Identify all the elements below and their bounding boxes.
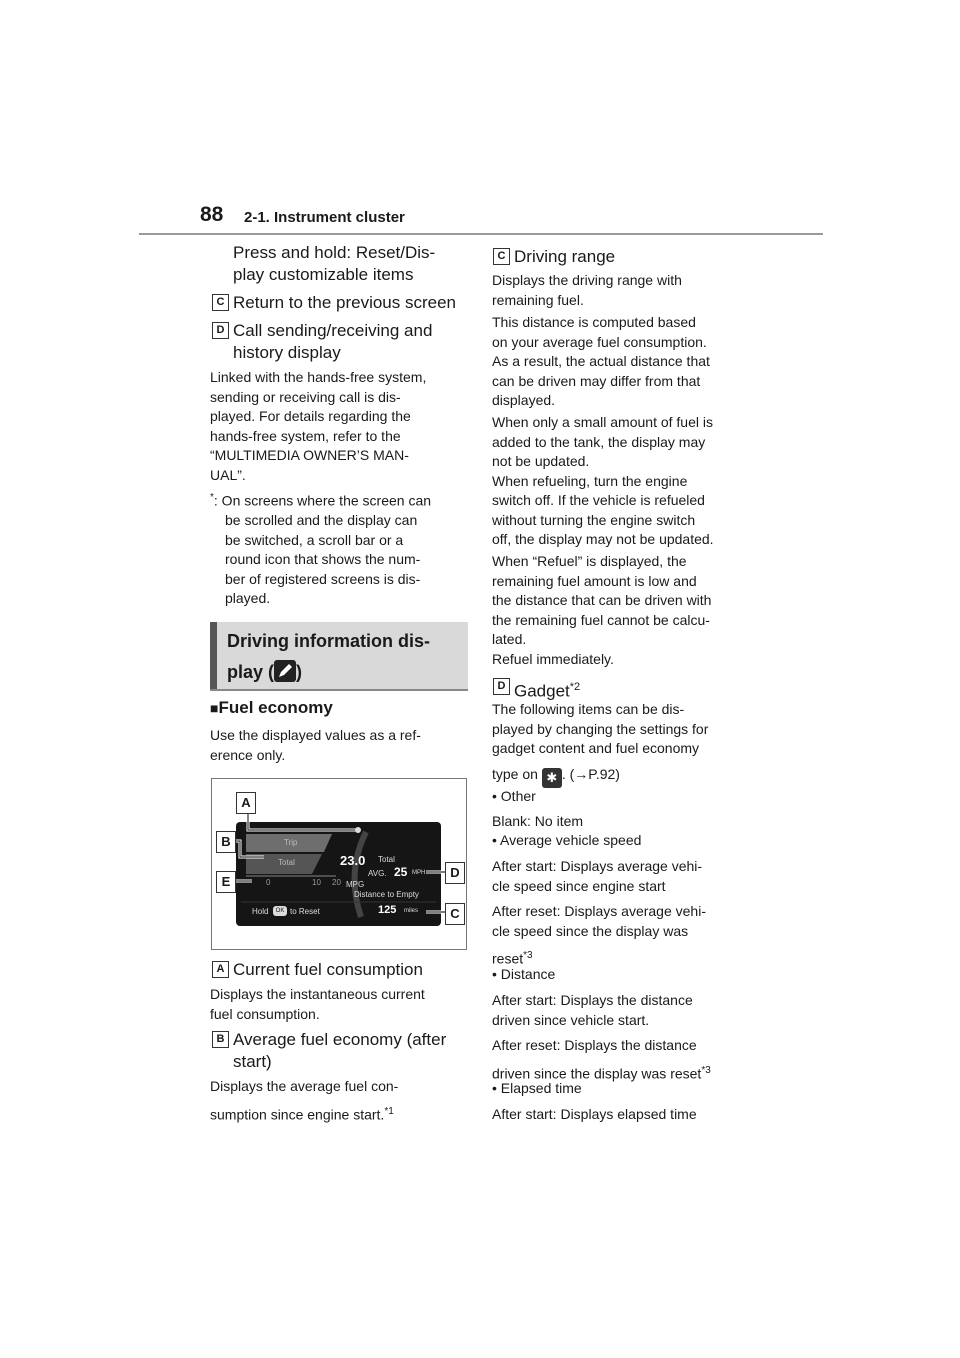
page-reference: P.92) — [588, 765, 620, 782]
text-line: remaining fuel amount is low and — [492, 572, 697, 589]
text-line: lated. — [492, 631, 527, 647]
square-bullet-icon: ■ — [210, 700, 219, 716]
linked-line: hands-free system, refer to the — [210, 427, 401, 444]
text-line: without turning the engine switch — [492, 511, 696, 528]
scale-10: 10 — [312, 878, 321, 887]
distance-after-start — [492, 991, 693, 1030]
driving-range-p2 — [492, 313, 710, 411]
text-part: type on — [492, 765, 538, 782]
callout-e: E — [216, 871, 236, 893]
section-header-box — [210, 622, 468, 690]
text-line: When “Refuel” is displayed, the — [492, 553, 687, 569]
linked-line: sending or receiving call is dis- — [210, 388, 401, 405]
pencil-icon — [274, 660, 296, 682]
mpg-value: 23.0 — [340, 853, 366, 868]
footnote-line: be switched, a scroll bar or a — [225, 531, 404, 548]
page-number: 88 — [200, 203, 224, 226]
bullet-distance: • Distance — [492, 966, 556, 982]
callout-c: C — [445, 903, 465, 925]
gear-icon: ✱ — [542, 768, 562, 788]
arrow-icon: → — [574, 765, 589, 782]
dte-value: 125 — [378, 904, 397, 916]
text-line: the distance that can be driven with — [492, 592, 712, 608]
avg-total-label: Total — [378, 855, 395, 864]
item-b-line2: start) — [233, 1052, 272, 1071]
section-heading-line1: Driving information dis- — [227, 631, 431, 651]
footnote-ref: *1 — [384, 1105, 394, 1117]
footnote-ref: *3 — [701, 1064, 711, 1076]
text-line: driven since vehicle start. — [492, 1011, 650, 1028]
text-part: driven since the display was reset — [492, 1065, 702, 1082]
elapsed-after-start: After start: Displays elapsed time — [492, 1106, 697, 1122]
text-line: After reset: Displays the distance — [492, 1037, 697, 1053]
bullet-other: • Other — [492, 788, 536, 804]
item-c-text: Return to the previous screen — [233, 293, 457, 312]
text-line: After start: Displays the distance — [492, 992, 693, 1008]
footnote-line: played. — [225, 590, 271, 607]
label-box-d-right: D — [493, 678, 510, 695]
section-heading-part: play ( — [227, 662, 275, 682]
dte-label: Distance to Empty — [354, 890, 419, 899]
text-part: reset — [492, 950, 524, 967]
linked-line: Linked with the hands-free system, — [210, 369, 427, 385]
footnote-ref: *2 — [569, 681, 581, 693]
text-line: played by changing the settings for — [492, 720, 709, 737]
scale-20: 20 — [332, 878, 341, 887]
text-line: Refuel immediately. — [492, 650, 614, 667]
text-line: This distance is computed based — [492, 314, 696, 330]
section-header-rule — [210, 689, 468, 691]
hold-label: Hold — [252, 907, 269, 916]
blank-text: Blank: No item — [492, 813, 584, 829]
label-box-d: D — [212, 322, 229, 339]
section-heading-part: ) — [296, 662, 303, 682]
text-line: When only a small amount of fuel is — [492, 414, 713, 430]
text-line: the remaining fuel cannot be calcu- — [492, 611, 710, 628]
text-line: When refueling, turn the engine — [492, 472, 688, 489]
trip-label: Trip — [284, 838, 298, 847]
linked-line: played. For details regarding the — [210, 408, 411, 424]
item-a-line: fuel consumption. — [210, 1005, 320, 1022]
footnote-line: : On screens where the screen can — [213, 492, 432, 509]
text-line: cle speed since the display was — [492, 922, 689, 939]
callout-a: A — [236, 792, 256, 814]
gadget-title: Gadget — [514, 681, 570, 701]
item-a-line: Displays the instantaneous current — [210, 986, 425, 1002]
label-box-a: A — [212, 961, 229, 978]
gadget-paragraph — [492, 700, 708, 788]
avg-unit: MPH — [412, 870, 426, 876]
avg-after-reset — [492, 902, 706, 969]
label-box-c: C — [212, 294, 229, 311]
footnote-line: ber of registered screens is dis- — [225, 570, 421, 587]
avg-after-start — [492, 857, 702, 896]
press-hold-line2: play customizable items — [233, 265, 414, 284]
avg-label: AVG. — [368, 869, 387, 878]
section-title: 2-1. Instrument cluster — [244, 209, 405, 226]
bullet-elapsed-time: • Elapsed time — [492, 1080, 582, 1096]
item-a-paragraph — [210, 985, 425, 1024]
driving-range-p4 — [492, 552, 711, 669]
text-line: displayed. — [492, 392, 556, 408]
dte-unit: miles — [404, 908, 419, 914]
item-d-line1: Call sending/receiving and — [233, 321, 433, 340]
callout-d: D — [445, 862, 465, 884]
item-a-text: Current fuel consumption — [233, 960, 423, 979]
header-rule — [139, 233, 823, 235]
item-d-line2: history display — [233, 343, 341, 362]
linked-paragraph — [210, 368, 426, 485]
fuel-line: Use the displayed values as a ref- — [210, 727, 421, 743]
text-line: off, the display may not be updated. — [492, 531, 714, 547]
text-line: can be driven may differ from that — [492, 372, 701, 389]
text-line: As a result, the actual distance that — [492, 353, 710, 369]
text-line: remaining fuel. — [492, 291, 584, 308]
text-line: After start: Displays average vehi- — [492, 858, 703, 874]
fuel-economy-title: Fuel economy — [218, 698, 333, 717]
text-line: on your average fuel consumption. — [492, 333, 707, 350]
to-reset-label: to Reset — [290, 907, 320, 916]
linked-line: “MULTIMEDIA OWNER’S MAN- — [210, 447, 409, 463]
callout-b: B — [216, 831, 236, 853]
gadget-heading — [514, 676, 580, 703]
text-line: added to the tank, the display may — [492, 433, 706, 450]
text-line: cle speed since engine start — [492, 877, 666, 894]
linked-line: UAL”. — [210, 466, 246, 483]
fuel-economy-heading — [210, 698, 333, 718]
fuel-line: erence only. — [210, 746, 286, 763]
item-b-paragraph — [210, 1077, 398, 1125]
bullet-average-speed: • Average vehicle speed — [492, 832, 642, 848]
item-b-line1: Average fuel economy (after — [233, 1030, 447, 1049]
driving-range-p1 — [492, 271, 682, 310]
footnote-ref: *3 — [523, 950, 533, 961]
press-hold-line1: Press and hold: Reset/Dis- — [233, 243, 436, 262]
text-line: not be updated. — [492, 453, 590, 469]
mpg-unit: MPG — [346, 880, 365, 889]
text-line: The following items can be dis- — [492, 701, 685, 717]
footnote-mark: * — [210, 492, 214, 503]
text-line: switch off. If the vehicle is refueled — [492, 492, 705, 508]
text-line: gadget content and fuel economy — [492, 740, 700, 756]
ok-icon: OK — [273, 906, 287, 916]
distance-after-reset — [492, 1036, 711, 1084]
text-part: . ( — [561, 765, 575, 782]
footnote-line: round icon that shows the num- — [225, 551, 421, 568]
instrument-figure — [211, 778, 467, 950]
item-b-para-line: Displays the average fuel con- — [210, 1078, 399, 1094]
item-b-para-line: sumption since engine start. — [210, 1106, 385, 1123]
avg-value: 25 — [394, 865, 408, 879]
text-line: Displays the driving range with — [492, 272, 682, 288]
label-box-b: B — [212, 1031, 229, 1048]
text-line: After reset: Displays average vehi- — [492, 903, 706, 919]
driving-range-heading: Driving range — [514, 247, 616, 266]
section-heading-line2 — [227, 660, 302, 683]
footnote-line: be scrolled and the display can — [225, 512, 418, 529]
scale-0: 0 — [266, 878, 271, 887]
fuel-paragraph — [210, 726, 421, 765]
driving-range-p3 — [492, 413, 714, 550]
label-box-c-right: C — [493, 248, 510, 265]
total-label: Total — [278, 858, 295, 867]
footnote — [210, 488, 431, 609]
